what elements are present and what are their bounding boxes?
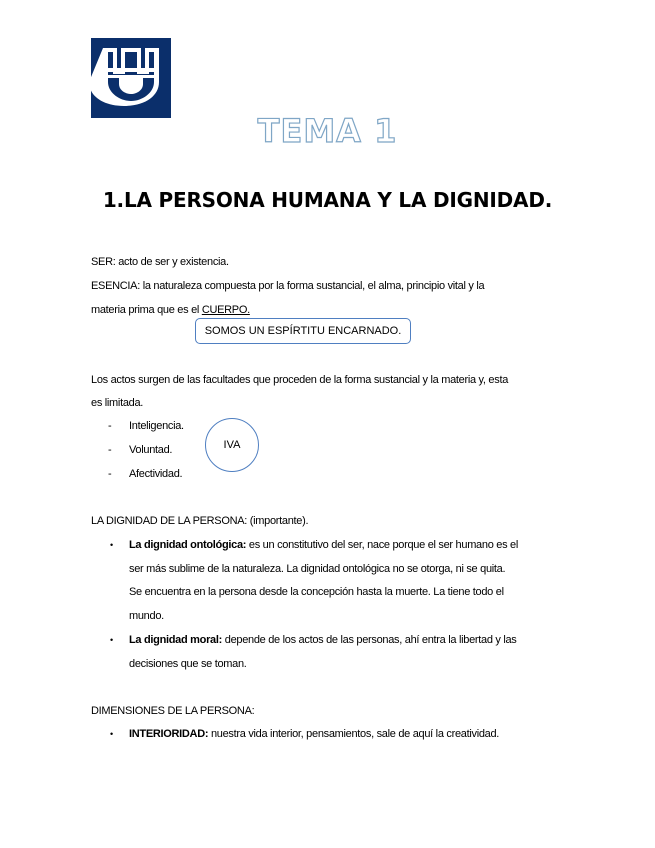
tema-heading: TEMA 1 <box>257 112 398 150</box>
university-shield-icon <box>91 38 171 118</box>
ontologica-label: La dignidad ontológica: <box>129 539 247 551</box>
list-item-inteligencia: Inteligencia. <box>129 420 184 432</box>
iva-circle <box>205 418 259 472</box>
actos-line-2: es limitada. <box>91 397 144 409</box>
callout-box <box>195 318 411 344</box>
ontologica-line-3: Se encuentra en la persona desde la concepción hasta la muerte. La tiene todo el <box>129 586 504 598</box>
ontologica-line-2: ser más sublime de la naturaleza. La dignidad ontológica no se otorga, ni se quita. <box>129 563 506 575</box>
moral-line-2: decisiones que se toman. <box>129 658 247 670</box>
dash-marker: - <box>108 468 112 480</box>
dash-marker: - <box>108 444 112 456</box>
callout-text: SOMOS UN ESPÍRTITU ENCARNADO. <box>204 325 402 337</box>
bullet-marker: • <box>110 729 113 739</box>
ontologica-line-1 <box>129 533 518 557</box>
main-title: 1.LA PERSONA HUMANA Y LA DIGNIDAD. <box>102 188 553 212</box>
ser-line: SER: acto de ser y existencia. <box>91 256 229 268</box>
cuerpo-underlined: CUERPO. <box>201 304 250 316</box>
moral-line-1 <box>129 628 517 652</box>
ontologica-text-1: es un constitutivo del ser, nace porque el ser humano es el <box>246 539 518 551</box>
bullet-marker: • <box>110 635 113 645</box>
dash-marker: - <box>108 420 112 432</box>
list-item-afectividad: Afectividad. <box>129 468 183 480</box>
interioridad-text: nuestra vida interior, pensamientos, sale de aquí la creatividad. <box>208 728 500 740</box>
ontologica-line-4: mundo. <box>129 610 164 622</box>
dignidad-heading: LA DIGNIDAD DE LA PERSONA: (importante). <box>91 515 309 527</box>
interioridad-line <box>129 722 499 746</box>
interioridad-label: INTERIORIDAD: <box>129 728 209 740</box>
moral-label: La dignidad moral: <box>129 634 222 646</box>
esencia-line-2-text: materia prima que es el <box>91 304 202 316</box>
list-item-voluntad: Voluntad. <box>129 444 173 456</box>
university-logo <box>91 38 171 118</box>
actos-line-1: Los actos surgen de las facultades que proceden de la forma sustancial y la materia y, esta <box>91 374 509 386</box>
esencia-line-1: ESENCIA: la naturaleza compuesta por la forma sustancial, el alma, principio vital y la <box>91 280 485 292</box>
iva-label: IVA <box>223 439 241 451</box>
moral-text-1: depende de los actos de las personas, ahí entra la libertad y las <box>222 634 517 646</box>
bullet-marker: • <box>110 540 113 550</box>
dimensiones-heading: DIMENSIONES DE LA PERSONA: <box>91 705 255 717</box>
